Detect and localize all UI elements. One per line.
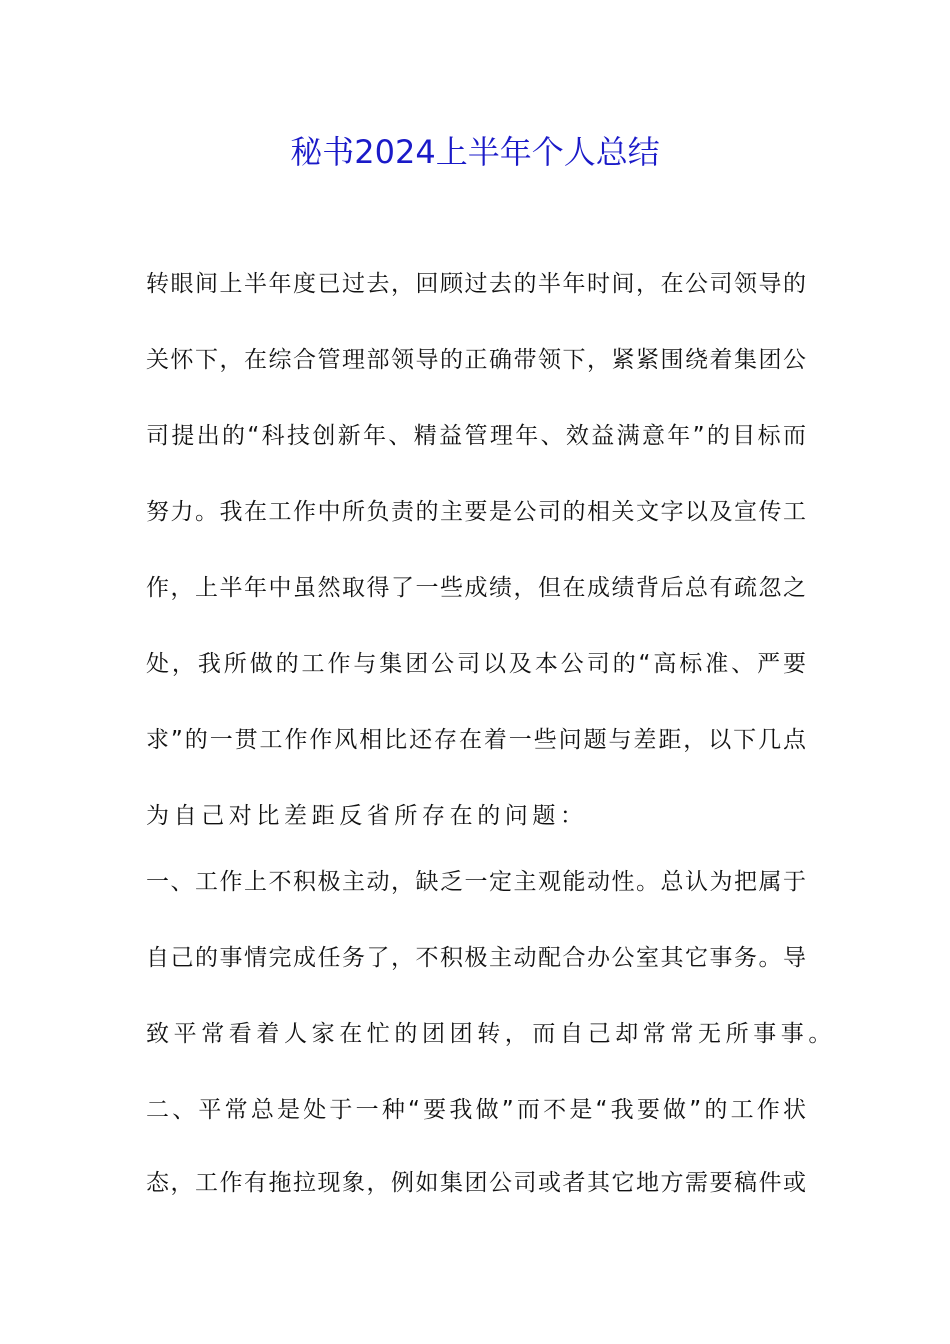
body-line-12: 二、平常总是处于一种“要我做”而不是“我要做”的工作状	[146, 1097, 806, 1123]
body-line-8: 为自己对比差距反省所存在的问题：	[146, 803, 588, 829]
body-line-13: 态，工作有拖拉现象，例如集团公司或者其它地方需要稿件或	[146, 1170, 806, 1196]
body-line-3: 司提出的“科技创新年、精益管理年、效益满意年”的目标而	[146, 423, 806, 449]
body-line-7: 求”的一贯工作作风相比还存在着一些问题与差距，以下几点	[146, 727, 806, 753]
body-line-5: 作，上半年中虽然取得了一些成绩，但在成绩背后总有疏忽之	[146, 575, 806, 601]
document-title: 秘书2024上半年个人总结	[290, 133, 660, 171]
body-line-6: 处，我所做的工作与集团公司以及本公司的“高标准、严要	[146, 651, 806, 677]
body-line-4: 努力。我在工作中所负责的主要是公司的相关文字以及宣传工	[146, 499, 806, 525]
body-line-11: 致平常看着人家在忙的团团转，而自己却常常无所事事。	[146, 1021, 836, 1047]
body-line-10: 自己的事情完成任务了，不积极主动配合办公室其它事务。导	[146, 945, 806, 971]
body-line-2: 关怀下，在综合管理部领导的正确带领下，紧紧围绕着集团公	[146, 347, 806, 373]
body-line-9: 一、工作上不积极主动，缺乏一定主观能动性。总认为把属于	[146, 869, 806, 895]
body-line-1: 转眼间上半年度已过去，回顾过去的半年时间，在公司领导的	[146, 271, 806, 297]
